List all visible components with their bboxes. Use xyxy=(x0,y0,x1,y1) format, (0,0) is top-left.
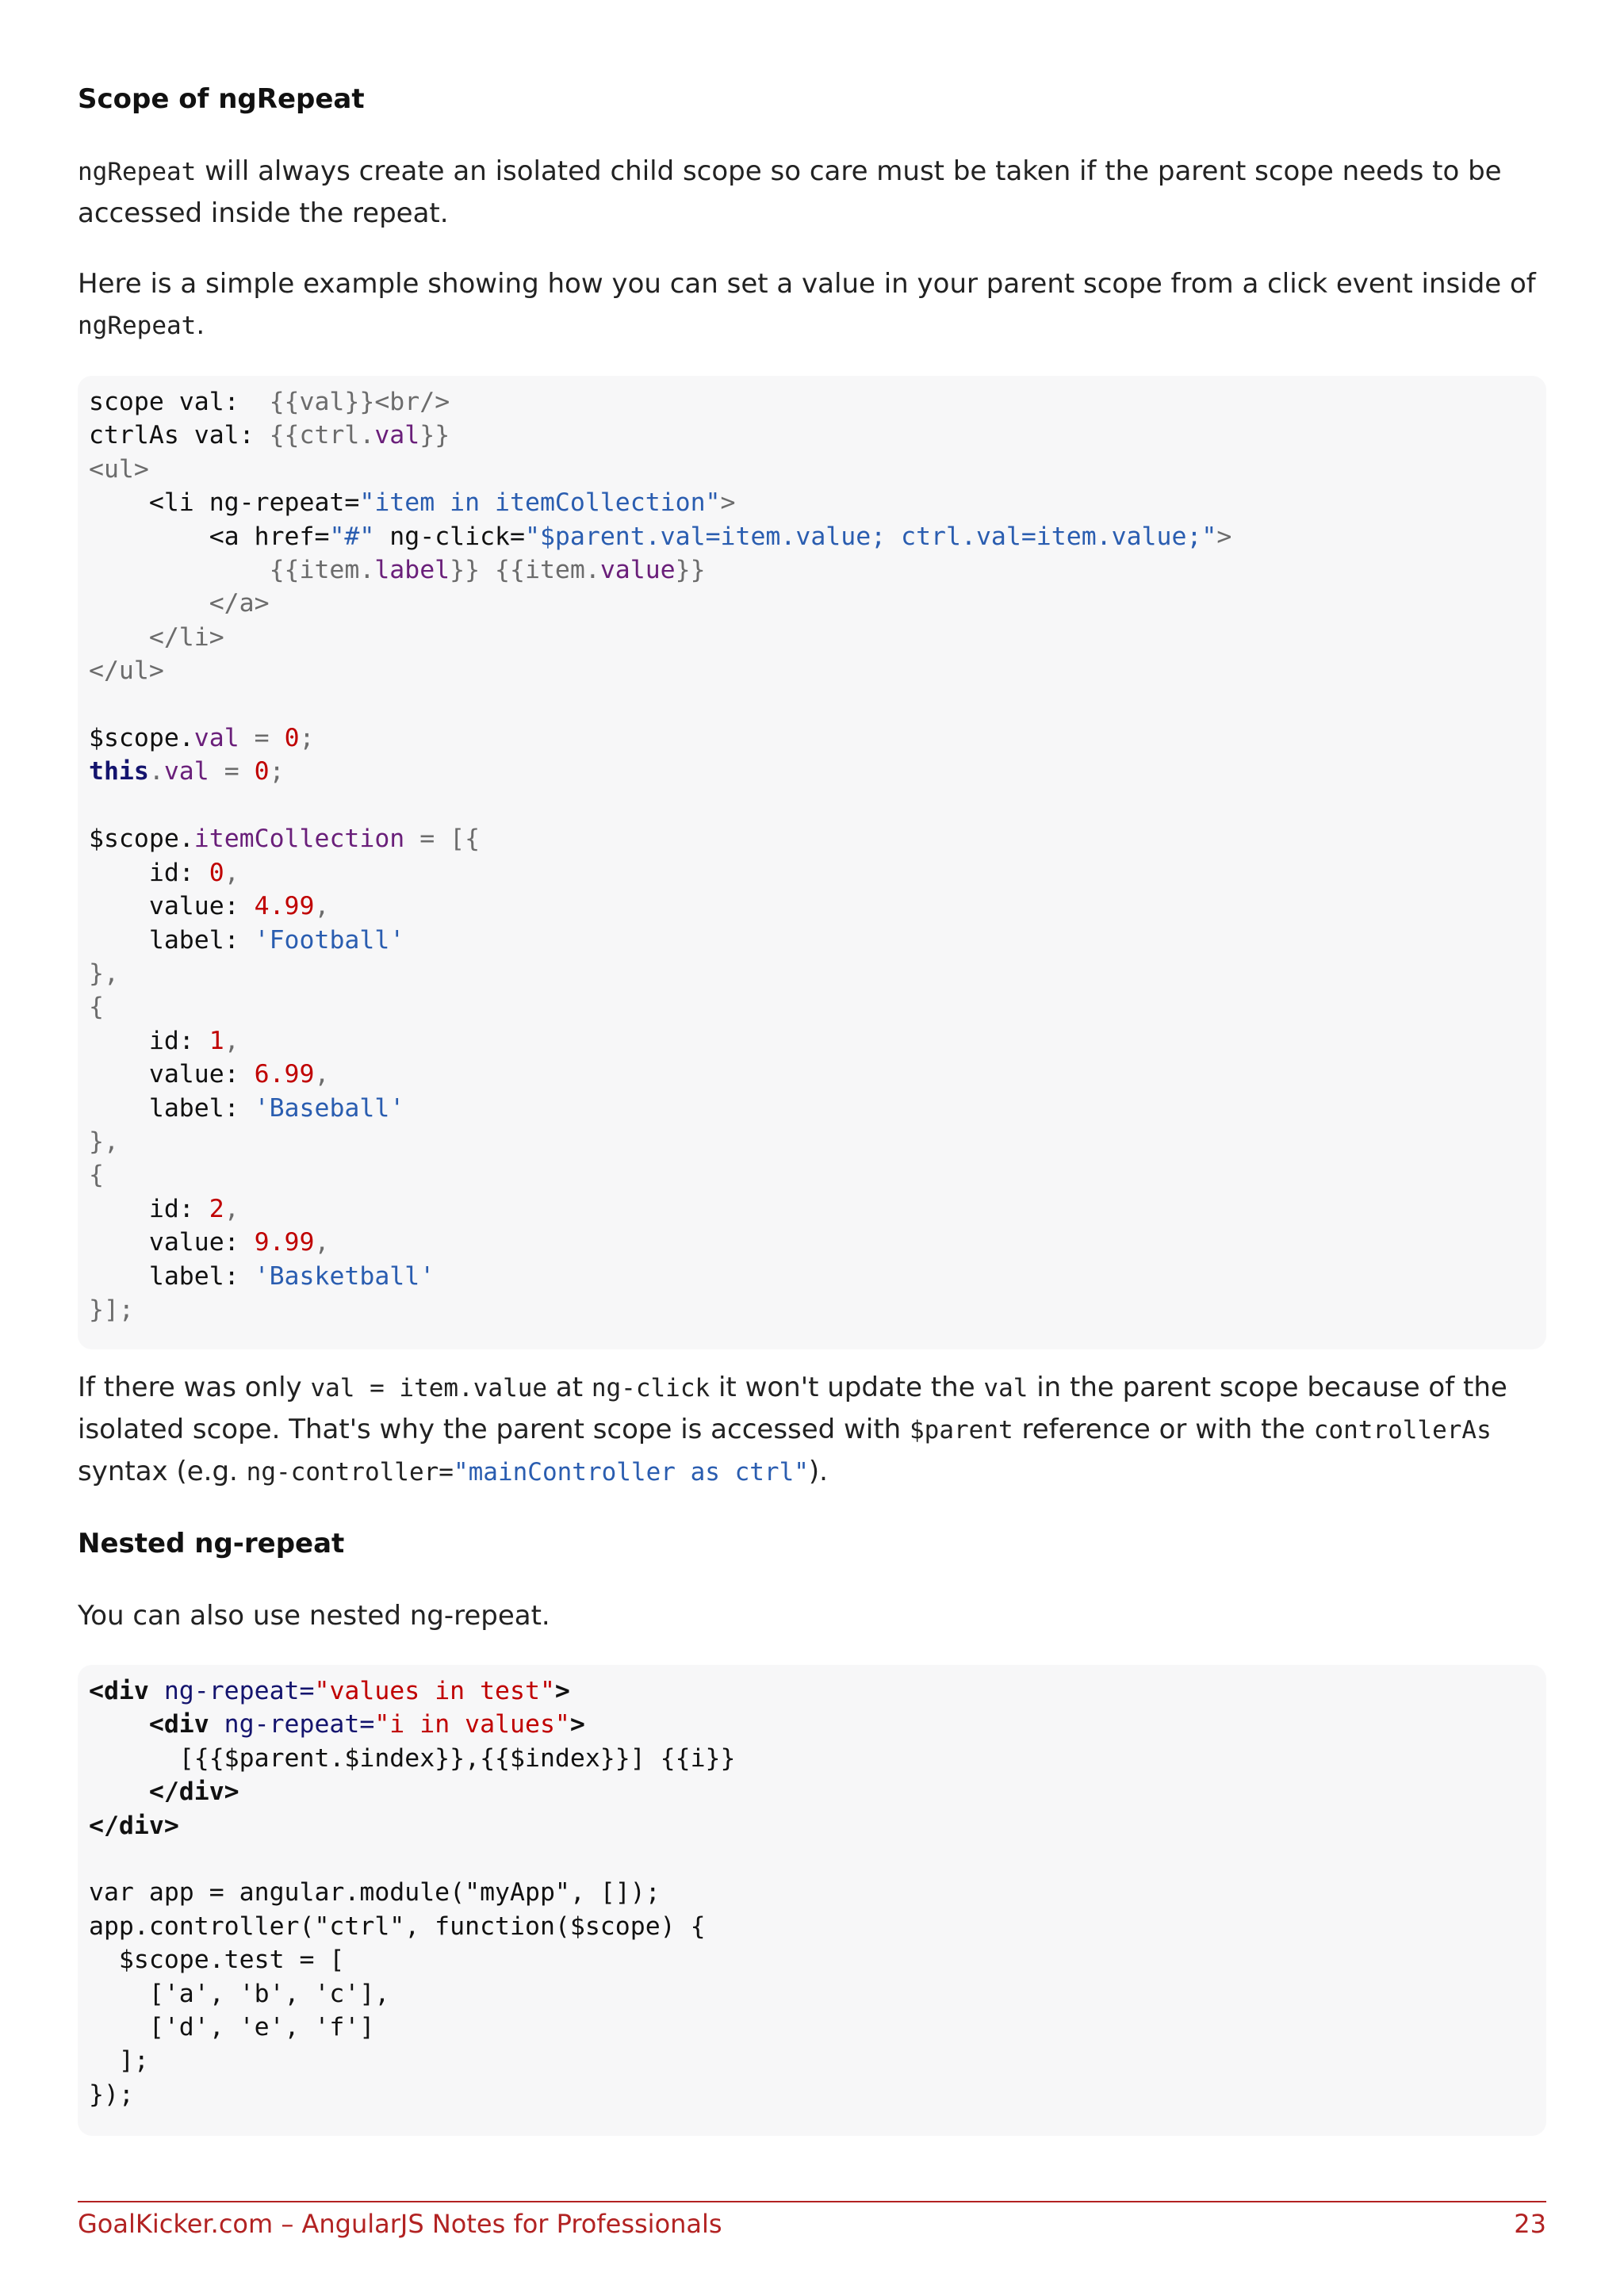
inline-code: ngRepeat xyxy=(78,158,197,186)
heading-scope-of-ngrepeat: Scope of ngRepeat xyxy=(78,83,365,115)
footer-divider xyxy=(78,2201,1546,2202)
paragraph-example-intro: Here is a simple example showing how you can set a value in your parent scope from a click event inside of ngRepeat. xyxy=(78,268,1536,341)
code-block-ngrepeat-scope: scope val: {{val}}<br/> ctrlAs val: {{ctrl.val}} <ul> <li ng-repeat="item in itemCollection"> <a href="#" ng-click="$parent.val=item.value; ctrl.val=item.value;"> {{item.label}} {{item.value}} </a> </li> </ul> $scope.val = 0; this.val = 0; $scope.itemCollection = [{ id: 0, value: 4.99, label: 'Football' }, { id: 1, value: 6.99, label: 'Baseball' }, { id: 2, value: 9.99, label: 'Basketball' }]; xyxy=(78,376,1546,1349)
footer-page-number: 23 xyxy=(1514,2209,1546,2239)
inline-code: ngRepeat xyxy=(78,312,197,340)
footer-book-title: GoalKicker.com – AngularJS Notes for Professionals xyxy=(78,2209,722,2239)
paragraph-nested-intro: You can also use nested ng-repeat. xyxy=(78,1600,550,1632)
heading-nested-ng-repeat: Nested ng-repeat xyxy=(78,1528,345,1559)
paragraph-isolated-scope: ngRepeat will always create an isolated child scope so care must be taken if the parent scope needs to be accessed inside the repeat. xyxy=(78,155,1502,229)
paragraph-parent-scope-explanation: If there was only val = item.value at ng-click it won't update the val in the parent scope because of the isolated scope. That's why the parent scope is accessed with $parent reference or with the controllerAs syntax (e.g. ng-controller="mainController as ctrl"). xyxy=(78,1372,1507,1487)
code-block-nested-ngrepeat: <div ng-repeat="values in test"> <div ng-repeat="i in values"> [{{$parent.$index}},{{$index}}] {{i}} </div> </div> var app = angular.module("myApp", []); app.controller("ctrl", function($scope) { $scope.test = [ ['a', 'b', 'c'], ['d', 'e', 'f'] ]; }); xyxy=(78,1665,1546,2136)
